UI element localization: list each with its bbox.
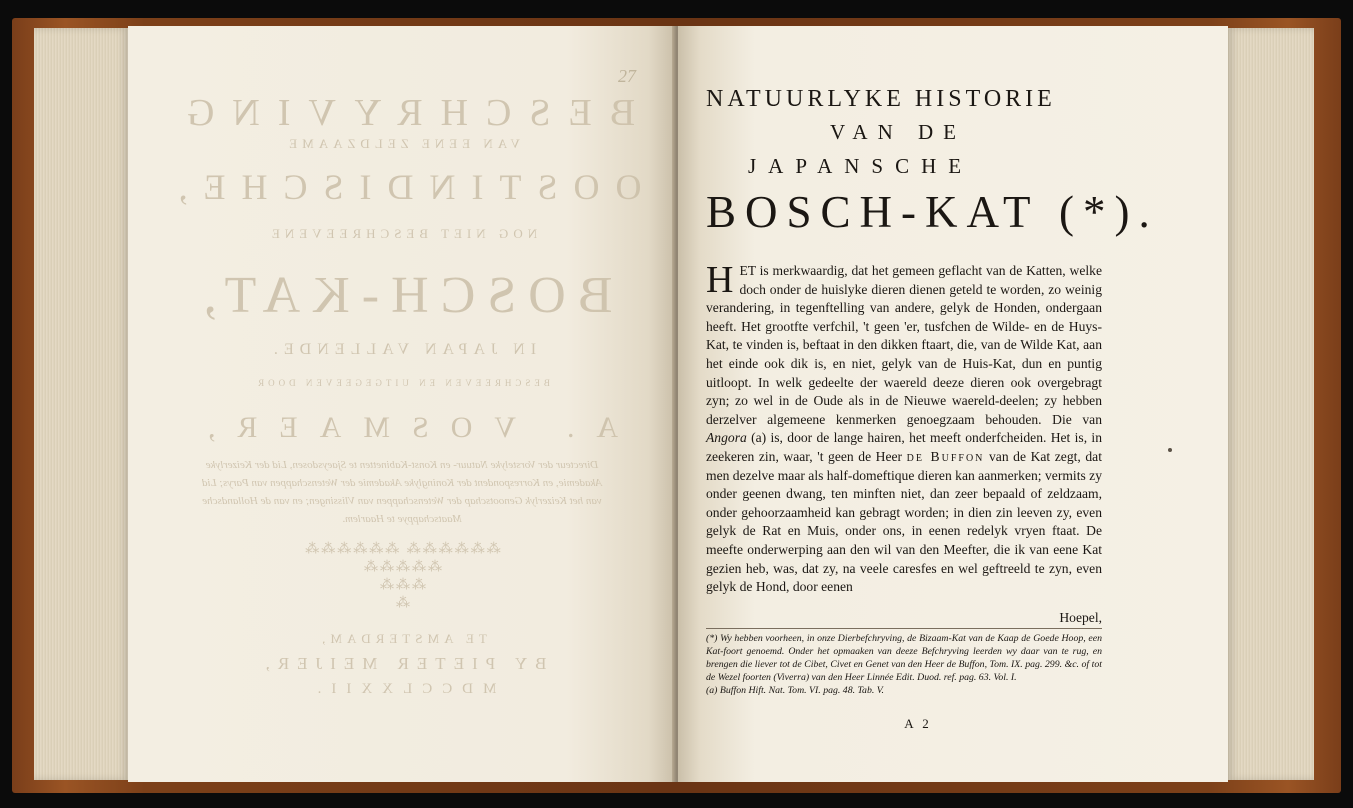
- body-part-c: van de Kat zegt, dat men dezelve maar als half-domeftique dieren kan aanmerken; vermits zy onder geenen dwang, ten minften niet, dan zeer bepaald of zeldzaam, onder gehoorzaamheid kan gebragt worden; in dien zin leeven zy, even gelyk de Rat en Muis, onder ons, in eenen redelyk vryen ftaat. De meefte onderwerping aan den wil van den Meefter, die ik van eene Kat gezien heb, was, dat zy, na veele caresfes en wel geftreeld te zyn, even gelyk de Hond, door eenen: [706, 448, 1102, 595]
- bleed-through-title-page: [128, 26, 676, 782]
- body-part-b: (a) is, door de lange hairen, het meeft onderfcheiden. Het is, in zeekeren zin, waar, 't geen de Heer: [706, 430, 1102, 464]
- page-edges-left: [34, 28, 130, 780]
- ghost-subtitle: VAN EENE ZELDZAAME: [284, 136, 520, 151]
- page-edges-right: [1226, 28, 1314, 780]
- footnote-1: (*) Wy hebben voorheen, in onze Dierbefchryving, de Bizaam-Kat van de Kaap de Goede Hoop, een Kat-foort genoemd. Onder het opmaaken van deeze Befchryving leerden wy daar van te rug, en brengen die liever tot de Cibet, Civet en Genet van den Heer de Buffon, Tom. IX. pag. 299. &c. of tot de Wezel foorten (Viverra) van den Heer Linnée Edit. Duod. ref. pag. 63. Vol. I.: [706, 633, 1102, 683]
- ghost-place: IN JAPAN VALLENDE.: [267, 341, 537, 358]
- ghost-title-3: BOSCH-KAT,: [191, 267, 613, 324]
- ghost-title-2: OOSTINDISCHE,: [162, 167, 642, 207]
- ghost-subtitle-2: NOG NIET BESCHREEVENE: [266, 226, 538, 241]
- ghost-publisher: BY PIETER MEIJER,: [257, 654, 547, 673]
- right-page: [678, 26, 1228, 782]
- pencil-mark: 27: [618, 66, 636, 86]
- footnote-2: (a) Buffon Hift. Nat. Tom. VI. pag. 48. Tab. V.: [706, 685, 884, 696]
- ghost-description: Directeur der Vorstelyke Natuur- en Konst-Kabinetten te Sjaeysdosen, Lid der Keizerlyke Akademie, en Korrespondent der Koninglyke Akademie der Wetenschappen van Parys; Lid van het Keizerlyk Genootschap der Wetenschappen van Vlissingen; en van de Hollandsche Maatschappye te Haarlem.: [201, 459, 603, 525]
- title-line-2: VAN DE: [829, 120, 967, 144]
- ghost-ornament: ⁂⁂⁂⁂⁂⁂ ⁂⁂⁂⁂⁂⁂ ⁂⁂⁂⁂⁂ ⁂⁂⁂ ⁂: [303, 542, 501, 611]
- footnote-rule: [706, 628, 1102, 629]
- body-part-a: ET is merkwaardig, dat het gemeen geflacht van de Katten, welke doch onder de huislyke dieren dienen geteld te worden, zo weinig verandering, in tegenftelling van andere, gelyk de Honden, ondergaan heeft. Het grootfte verfchil, 't geen 'er, tusfchen de Wilde- en de Huys-Kat, te vinden is, beftaat in den dikken ftaart, die, van de Wilde Kat, aan het einde ook dik is, en niet, gelyk van de Huis-Kat, dun en puntig uitloopt. In welk gedeelte der waereld deeze dieren ook overgebragt zyn; zo wel in de Oude als in de Nieuwe waereld-deelen; zy hebben derzelver algemeene kenmerken genoegzaam behouden. Die van: [706, 263, 1102, 427]
- ghost-small-line: BESCHREEVEN EN UITGEGEEVEN DOOR: [254, 378, 550, 388]
- catchword: Hoepel,: [1059, 610, 1102, 625]
- left-page: [128, 26, 676, 782]
- footnotes: [706, 632, 1102, 697]
- signature-mark: A 2: [904, 716, 932, 731]
- ghost-title: BESCHRYVING: [168, 92, 636, 134]
- title-line-1: NATUURLYKE HISTORIE: [706, 86, 1056, 112]
- body-angora: Angora: [706, 430, 747, 446]
- body-buffon: de Buffon: [906, 448, 985, 464]
- ghost-city: TE AMSTERDAM,: [317, 631, 487, 646]
- title-line-4: BOSCH-KAT (*).: [706, 187, 1159, 237]
- ghost-author: A. VOSMAER,: [185, 411, 619, 444]
- ghost-year: MDCCLXXII.: [307, 681, 497, 697]
- drop-capital: H: [706, 259, 734, 301]
- body-text: [706, 259, 1102, 597]
- title-line-3: JAPANSCHE: [748, 154, 974, 178]
- ink-speck: [1168, 448, 1172, 452]
